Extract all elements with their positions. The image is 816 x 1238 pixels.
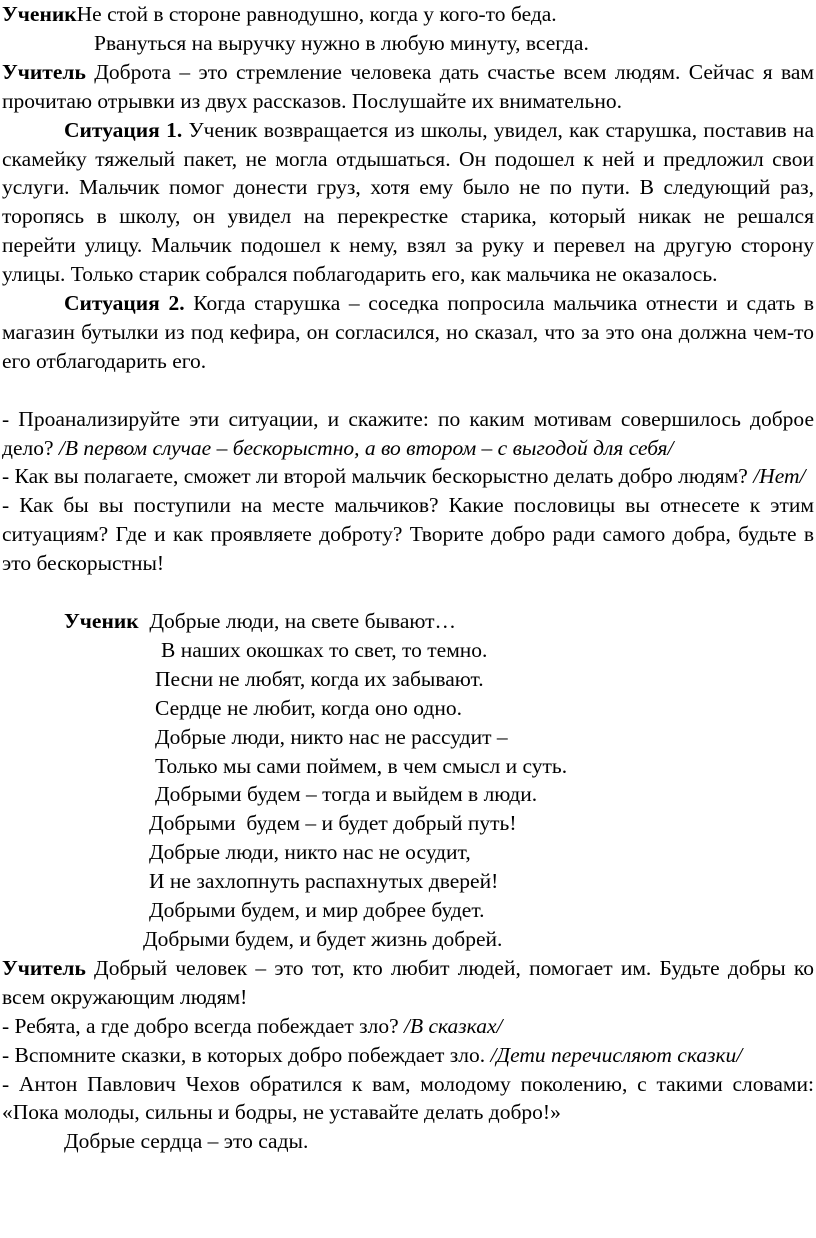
- situation-2-label: Ситуация 2.: [64, 291, 185, 316]
- poem-line-5: Только мы сами поймем, в чем смысл и суть.: [155, 753, 568, 778]
- intro-line-2: Рвануться на выручку нужно в любую минуту, всегда.: [94, 30, 589, 55]
- question-1-text: - Проанализируйте эти ситуации, и скажите: по каким мотивам совершилось доброе дело?: [2, 406, 814, 460]
- question-3: - Как бы вы поступили на месте мальчиков? Какие пословицы вы отнесете к этим ситуациям? Где и как проявляете доброту? Творите добро ради самого добра, будьте в это бескорыстны!: [2, 493, 814, 576]
- answer-fairy-tales: /В сказках/: [404, 1013, 503, 1038]
- poem-line-3: Сердце не любит, когда оно одно.: [155, 695, 462, 720]
- chekhov-quote: - Антон Павлович Чехов обратился к вам, молодому поколению, с такими словами: «Пока молоды, сильны и бодры, не уставайте делать добро!»: [2, 1071, 814, 1125]
- speaker-teacher: Учитель: [2, 59, 86, 84]
- poem-line-4: Добрые люди, никто нас не рассудит –: [155, 724, 508, 749]
- poem-line-1: В наших окошках то свет, то темно.: [161, 637, 488, 662]
- question-fairy-tales-text: - Ребята, а где добро всегда побеждает зло?: [2, 1013, 404, 1038]
- situation-1-text: Ученик возвращается из школы, увидел, как старушка, поставив на скамейку тяжелый пакет, не могла отдышаться. Он подошел к ней и предложил свои услуги. Мальчик помог донести груз, хотя ему было не по пути. В следующий раз, торопясь в школу, он увидел на перекрестке старика, который никак не решался перейти улицу. Мальчик подошел к нему, взял за руку и перевел на другую сторону улицы. Только старик собрался поблагодарить его, как мальчика не оказалось.: [2, 117, 814, 287]
- poem-line-10: Добрыми будем, и мир добрее будет.: [149, 898, 485, 923]
- intro-text-1: Не стой в стороне равнодушно, когда у кого-то беда.: [76, 2, 557, 26]
- question-remember-tales-text: - Вспомните сказки, в которых добро побеждает зло.: [2, 1042, 491, 1067]
- poem: [2, 607, 814, 954]
- poem-line-6: Добрыми будем – тогда и выйдем в люди.: [155, 782, 538, 807]
- closing-line: Добрые сердца – это сады.: [64, 1129, 309, 1154]
- situation-2-paragraph: [2, 289, 814, 376]
- question-fairy-tales: [2, 1012, 814, 1041]
- question-1: [2, 405, 814, 463]
- question-remember-tales: [2, 1041, 814, 1070]
- situation-1-paragraph: [2, 116, 814, 289]
- spacer: [2, 376, 814, 405]
- spacer: [2, 578, 814, 607]
- poem-line-7: Добрыми будем – и будет добрый путь!: [149, 811, 517, 836]
- poem-speaker: Ученик: [64, 609, 139, 633]
- situation-2-text: Когда старушка – соседка попросила мальчика отнести и сдать в магазин бутылки из под кефира, он согласился, но сказал, что за это она должна чем-то его отблагодарить его.: [2, 291, 814, 373]
- poem-line-9: И не захлопнуть распахнутых дверей!: [149, 869, 499, 894]
- question-2-text: - Как вы полагаете, сможет ли второй мальчик бескорыстно делать добро людям?: [2, 464, 754, 489]
- intro-line-1: [2, 0, 814, 29]
- document-page: [2, 0, 814, 1156]
- question-2: [2, 462, 814, 491]
- teacher-text-1: Доброта – это стремление человека дать счастье всем людям. Сейчас я вам прочитаю отрывки из двух рассказов. Послушайте их внимательно.: [2, 59, 814, 113]
- situation-1-label: Ситуация 1.: [64, 117, 183, 142]
- answer-remember-tales: /Дети перечисляют сказки/: [490, 1042, 743, 1067]
- speaker-teacher-2: Учитель: [2, 955, 86, 980]
- answer-2: /Нет/: [753, 464, 806, 489]
- teacher-text-2: Добрый человек – это тот, кто любит людей, помогает им. Будьте добры ко всем окружающим людям!: [2, 955, 814, 1009]
- teacher-paragraph-1: [2, 58, 814, 116]
- poem-line-2: Песни не любят, когда их забывают.: [155, 666, 484, 691]
- teacher-paragraph-2: [2, 954, 814, 1012]
- speaker-student: Ученик: [2, 2, 77, 26]
- poem-line-8: Добрые люди, никто нас не осудит,: [149, 840, 471, 865]
- poem-line-0: [2, 607, 814, 636]
- poem-first-line: Добрые люди, на свете бывают…: [138, 609, 457, 633]
- answer-1: /В первом случае – бескорыстно, а во втором – с выгодой для себя/: [58, 435, 674, 460]
- poem-line-11: Добрыми будем, и будет жизнь добрей.: [143, 926, 503, 951]
